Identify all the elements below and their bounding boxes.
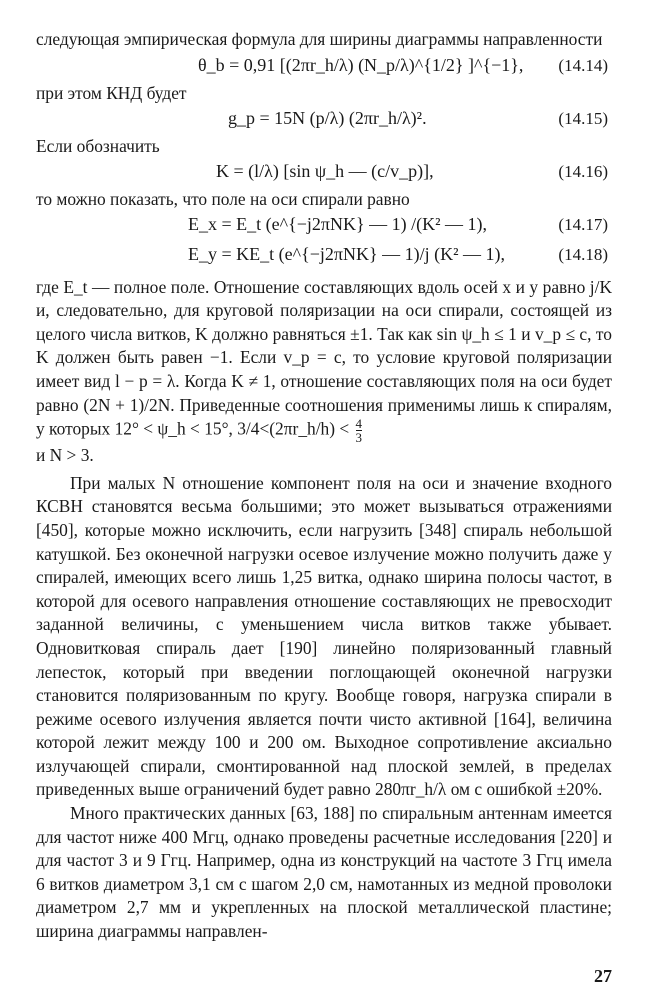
knd-text: при этом КНД будет [36, 82, 187, 103]
equation-14-16 [36, 158, 612, 185]
paragraph-text: где E_t — полное поле. Отношение составляющих вдоль осей x и y равно j/K и, следовательно, для круговой поляризации на оси спирали, состоящей из целого числа витков, K должно равняться ±1. Так как sin ψ_h ≤ 1 и v_p ≤ c, то K должен быть равен −1. Если v_p = c, то условие круговой поляризации имеет вид l − p = λ. Когда K ≠ 1, отношение составляющих поля на оси будет равно (2N + 1)/2N. Приведенные соотношения применимы лишь к спиралям, у которых 12° < ψ_h < 15°, 3/4<(2πr_h/h) < [36, 276, 612, 439]
equation-number: (14.18) [558, 244, 608, 264]
page-body [36, 28, 612, 944]
paragraph-field-ratio [36, 276, 612, 468]
equation-formula: θ_b = 0,91 [(2πr_h/λ) (N_p/λ)^{1/2} ]^{−1}, [198, 54, 524, 75]
paragraph-practical-data: Много практических данных [63, 188] по спиральным антеннам имеется для частот ниже 400 Мгц, однако проведены расчетные исследования [220] и для частот 3 и 9 Ггц. Например, одна из конструкций на частоте 3 Ггц имела 6 витков диаметром 3,1 см с шагом 2,0 см, намотанных из медной проволоки диаметром 2,7 мм и укрепленных на плоской металлической пластине; ширина диаграммы направлен- [36, 803, 612, 942]
equation-formula: E_y = KE_t (e^{−j2πNK} — 1)/j (K² — 1), [188, 243, 505, 264]
page-number: 27 [594, 966, 612, 986]
equation-formula: E_x = E_t (e^{−j2πNK} — 1) /(K² — 1), [188, 213, 487, 234]
fraction-numerator: 4 [355, 416, 363, 432]
equation-number: (14.14) [558, 55, 608, 75]
equation-formula: g_p = 15N (p/λ) (2πr_h/λ)². [228, 107, 427, 128]
paragraph-small-n: При малых N отношение компонент поля на оси и значение входного КСВН становятся весьма большими; это может вызываться отражениями [450], которые можно исключить, если нагрузить [348] спираль небольшой катушкой. Без оконечной нагрузки осевое излучение можно получить даже у спиралей, имеющих всего лишь 1,25 витка, однако ширина полосы частот, в которой для осевого направления отношение составляющих не превосходит заданной величины, с уменьшением числа витков также убывает. Одновитковая спираль дает [190] линейно поляризованный главный лепесток, который при введении поглощающей оконечной нагрузки становится поляризованным по кругу. Вообще говоря, нагрузка спирали в режиме осевого излучения является почти чисто активной [164], величина которой лежит между 100 и 200 ом. Выходное сопротивление аксиально излучающей спирали, смонтированной над плоской землей, в пределах приведенных выше ограничений будет равно 280πr_h/λ ом с ошибкой ±20%. [36, 472, 612, 800]
fraction-denominator: 3 [355, 430, 363, 446]
if-text: Если обозначить [36, 135, 160, 156]
equation-14-18 [36, 241, 612, 268]
equation-number: (14.16) [558, 161, 608, 181]
intro-paragraph: следующая эмпирическая формула для ширины диаграммы направленности [36, 29, 603, 49]
equation-14-17 [36, 211, 612, 238]
equation-14-14 [36, 52, 612, 79]
equation-14-15 [36, 105, 612, 132]
paragraph-end: и N > 3. [36, 445, 94, 466]
equation-number: (14.17) [558, 214, 608, 234]
fraction-four-thirds [356, 417, 363, 444]
equation-number: (14.15) [558, 108, 608, 128]
show-text: то можно показать, что поле на оси спирали равно [36, 188, 410, 209]
equation-formula: K = (l/λ) [sin ψ_h — (c/v_p)], [216, 160, 434, 181]
